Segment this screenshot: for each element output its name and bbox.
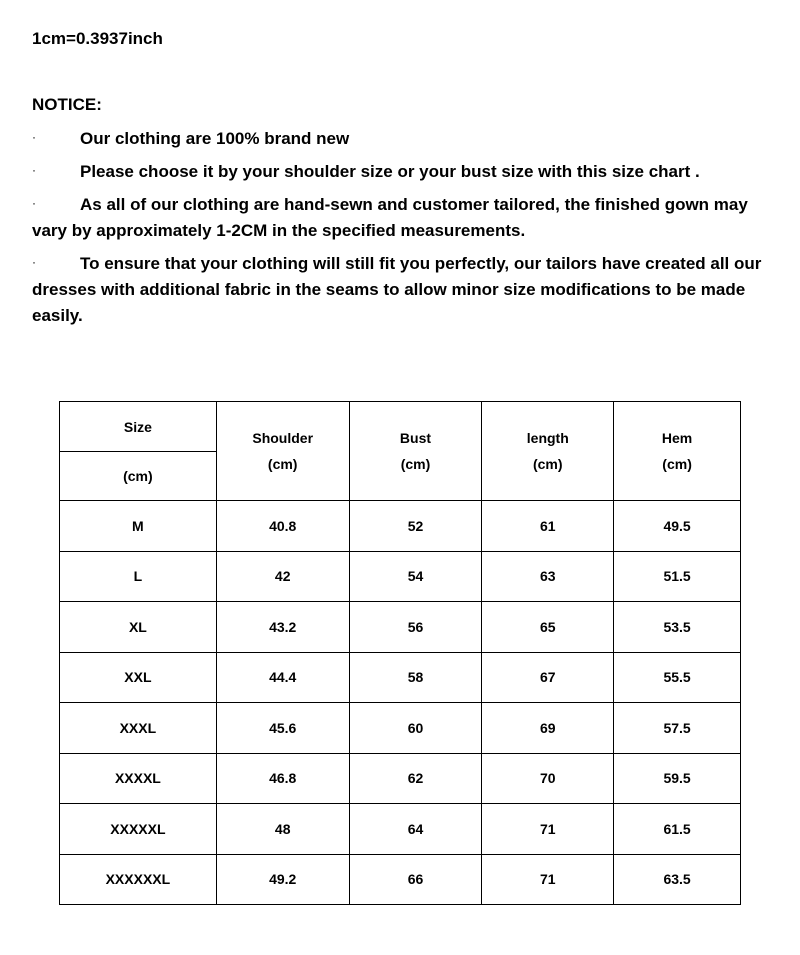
bullet-icon: · <box>32 255 36 269</box>
shoulder-cell: 44.4 <box>216 652 349 703</box>
shoulder-cell: 40.8 <box>216 501 349 552</box>
table-row <box>60 753 741 804</box>
column-label: length <box>526 430 569 446</box>
size-header-label: Size <box>60 402 217 452</box>
bust-cell: 66 <box>349 854 482 905</box>
notice-item-text: Our clothing are 100% brand new <box>80 129 350 148</box>
column-label: Shoulder <box>252 430 314 446</box>
size-cell: XXXXL <box>60 753 217 804</box>
table-row <box>60 501 741 552</box>
column-unit: (cm) <box>267 456 298 472</box>
size-header-unit: (cm) <box>60 452 217 501</box>
length-header <box>482 402 614 501</box>
length-cell: 70 <box>482 753 614 804</box>
table-header-row <box>60 402 741 452</box>
bullet-icon: · <box>32 163 36 177</box>
table-row <box>60 652 741 703</box>
column-unit: (cm) <box>532 456 563 472</box>
bust-cell: 62 <box>349 753 482 804</box>
hem-cell: 53.5 <box>614 602 741 653</box>
length-cell: 61 <box>482 501 614 552</box>
bust-header <box>349 402 482 501</box>
shoulder-header <box>216 402 349 501</box>
length-cell: 69 <box>482 703 614 754</box>
length-cell: 63 <box>482 551 614 602</box>
column-label: Hem <box>661 430 693 446</box>
table-row <box>60 602 741 653</box>
hem-header <box>614 402 741 501</box>
size-cell: XXXXXXL <box>60 854 217 905</box>
table-row <box>60 703 741 754</box>
column-unit: (cm) <box>400 456 431 472</box>
table-row <box>60 551 741 602</box>
notice-list <box>32 126 772 336</box>
length-cell: 71 <box>482 854 614 905</box>
size-cell: L <box>60 551 217 602</box>
bullet-icon: · <box>32 130 36 144</box>
shoulder-cell: 45.6 <box>216 703 349 754</box>
hem-cell: 59.5 <box>614 753 741 804</box>
unit-conversion-note: 1cm=0.3937inch <box>32 29 163 48</box>
table-body <box>60 501 741 905</box>
notice-title: NOTICE: <box>32 95 102 114</box>
hem-cell: 49.5 <box>614 501 741 552</box>
notice-item-text: As all of our clothing are hand-sewn and customer tailored, the finished gown may vary by approximately 1-2CM in the specified measurements. <box>32 195 748 240</box>
hem-cell: 51.5 <box>614 551 741 602</box>
bust-cell: 64 <box>349 804 482 855</box>
table-row <box>60 854 741 905</box>
column-label: Bust <box>399 430 432 446</box>
shoulder-cell: 48 <box>216 804 349 855</box>
shoulder-cell: 49.2 <box>216 854 349 905</box>
bust-cell: 58 <box>349 652 482 703</box>
bust-cell: 52 <box>349 501 482 552</box>
hem-cell: 61.5 <box>614 804 741 855</box>
notice-item <box>32 251 772 329</box>
size-cell: M <box>60 501 217 552</box>
bust-cell: 60 <box>349 703 482 754</box>
notice-item <box>32 126 772 152</box>
length-cell: 71 <box>482 804 614 855</box>
notice-item-text: Please choose it by your shoulder size or your bust size with this size chart . <box>80 162 700 181</box>
shoulder-cell: 46.8 <box>216 753 349 804</box>
size-cell: XXL <box>60 652 217 703</box>
table-row <box>60 804 741 855</box>
size-cell: XXXXXL <box>60 804 217 855</box>
column-unit: (cm) <box>662 456 692 472</box>
shoulder-cell: 42 <box>216 551 349 602</box>
shoulder-cell: 43.2 <box>216 602 349 653</box>
size-cell: XL <box>60 602 217 653</box>
length-cell: 65 <box>482 602 614 653</box>
size-chart-table <box>59 401 741 905</box>
notice-item <box>32 159 772 185</box>
bullet-icon: · <box>32 196 36 210</box>
bust-cell: 56 <box>349 602 482 653</box>
hem-cell: 63.5 <box>614 854 741 905</box>
notice-item-text: To ensure that your clothing will still fit you perfectly, our tailors have created all our dresses with additional fabric in the seams to allow minor size modifications to be made easily. <box>32 254 762 325</box>
length-cell: 67 <box>482 652 614 703</box>
notice-item <box>32 192 772 244</box>
hem-cell: 55.5 <box>614 652 741 703</box>
size-cell: XXXL <box>60 703 217 754</box>
bust-cell: 54 <box>349 551 482 602</box>
hem-cell: 57.5 <box>614 703 741 754</box>
